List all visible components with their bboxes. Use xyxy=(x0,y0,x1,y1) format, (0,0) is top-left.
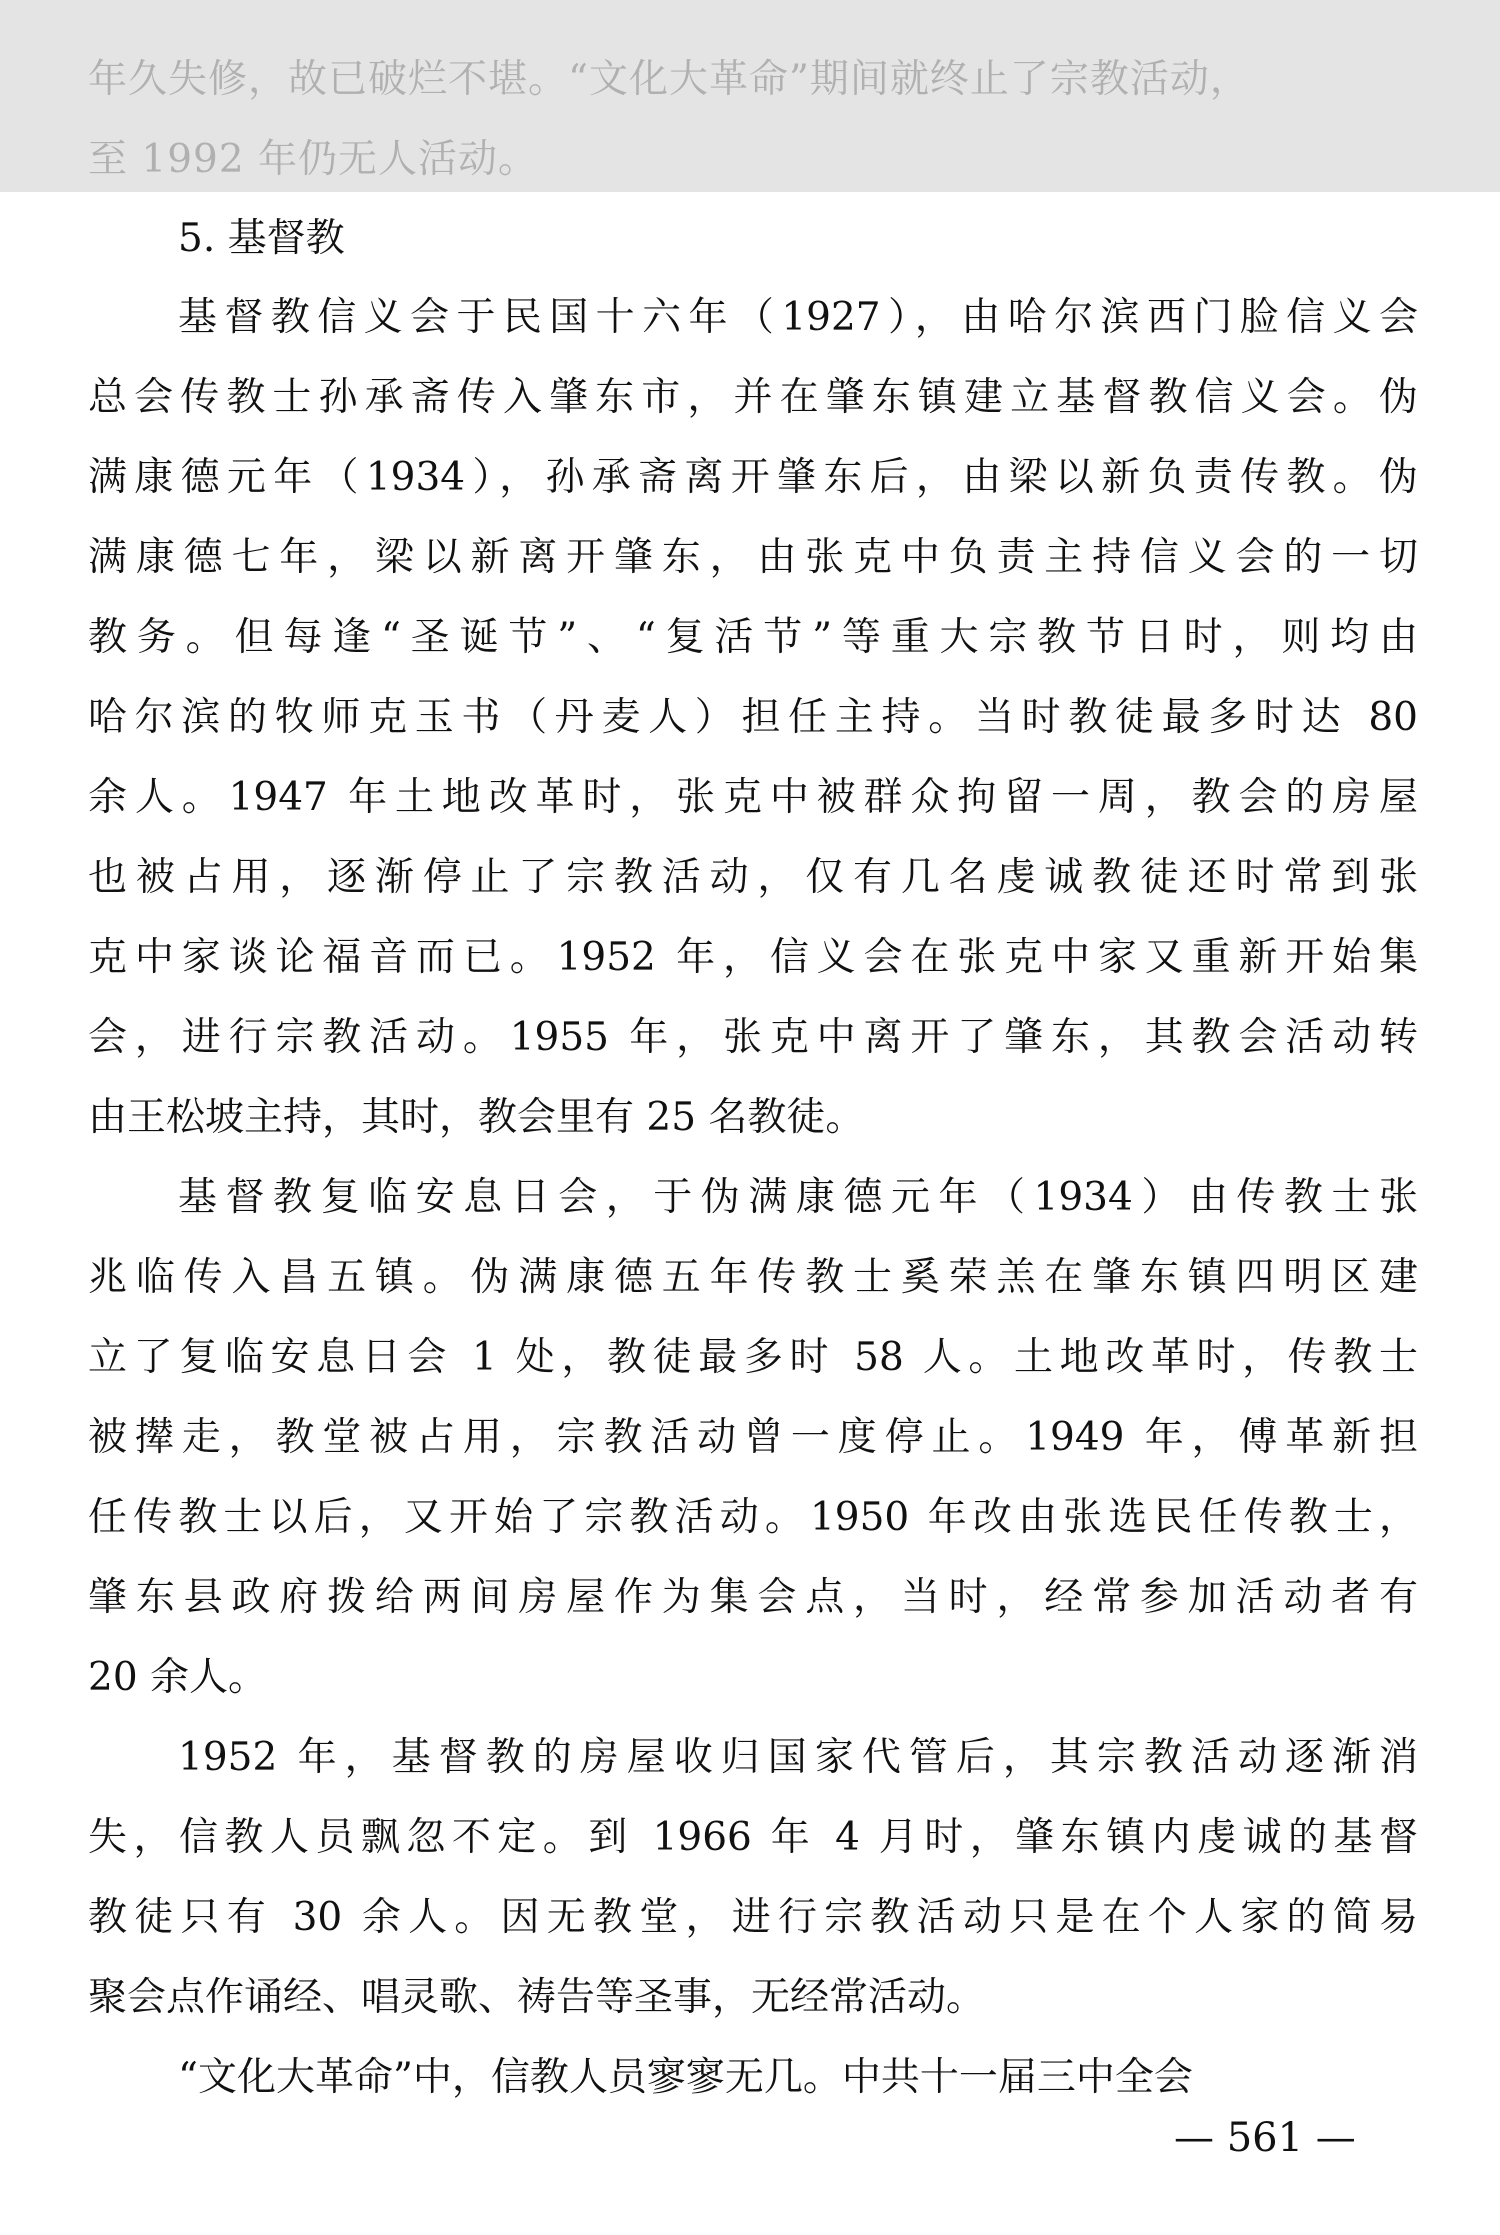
paragraph-cultural-revolution xyxy=(88,2038,1418,2118)
text-line: 基督教信义会于民国十六年（1927），由哈尔滨西门脸信义会 xyxy=(178,295,1418,340)
previous-text-excerpt xyxy=(0,0,1500,192)
section-heading: 5. 基督教 xyxy=(178,216,345,261)
text-line: 立了复临安息日会 1 处，教徒最多时 58 人。土地改革时，传教士 xyxy=(88,1335,1418,1380)
text-line: 教务。但每逢“圣诞节”、“复活节”等重大宗教节日时，则均由 xyxy=(88,615,1418,660)
text-line: 20 余人。 xyxy=(88,1655,268,1700)
text-line: 余人。1947 年土地改革时，张克中被群众拘留一周，教会的房屋 xyxy=(88,775,1418,820)
text-line: 失，信教人员飘忽不定。到 1966 年 4 月时，肇东镇内虔诚的基督 xyxy=(88,1815,1418,1860)
text-line: 满康德元年（1934），孙承斋离开肇东后，由梁以新负责传教。伪 xyxy=(88,455,1418,500)
text-line: 由王松坡主持，其时，教会里有 25 名教徒。 xyxy=(88,1095,865,1140)
excerpt-line-2: 至 1992 年仍无人活动。 xyxy=(88,137,539,182)
text-line: 教徒只有 30 余人。因无教堂，进行宗教活动只是在个人家的简易 xyxy=(88,1895,1418,1940)
text-line: 肇东县政府拨给两间房屋作为集会点，当时，经常参加活动者有 xyxy=(88,1575,1418,1620)
text-line: 克中家谈论福音而已。1952 年，信义会在张克中家又重新开始集 xyxy=(88,935,1418,980)
paragraph-adventist xyxy=(88,1158,1418,1718)
text-line: 聚会点作诵经、唱灵歌、祷告等圣事，无经常活动。 xyxy=(88,1975,986,2020)
text-line: 被撵走，教堂被占用，宗教活动曾一度停止。1949 年，傅革新担 xyxy=(88,1415,1418,1460)
text-line: “文化大革命”中，信教人员寥寥无几。中共十一届三中全会 xyxy=(178,2055,1193,2100)
text-line: 基督教复临安息日会，于伪满康德元年（1934）由传教士张 xyxy=(178,1175,1418,1220)
text-line: 满康德七年，梁以新离开肇东，由张克中负责主持信义会的一切 xyxy=(88,535,1418,580)
text-line: 哈尔滨的牧师克玉书（丹麦人）担任主持。当时教徒最多时达 80 xyxy=(88,695,1418,740)
text-line: 会，进行宗教活动。1955 年，张克中离开了肇东，其教会活动转 xyxy=(88,1015,1418,1060)
text-line: 1952 年，基督教的房屋收归国家代管后，其宗教活动逐渐消 xyxy=(178,1735,1418,1780)
text-line: 任传教士以后，又开始了宗教活动。1950 年改由张选民任传教士， xyxy=(88,1495,1418,1540)
paragraph-1952 xyxy=(88,1718,1418,2038)
paragraph-lutheran xyxy=(88,278,1418,1158)
text-line: 兆临传入昌五镇。伪满康德五年传教士奚荣羔在肇东镇四明区建 xyxy=(88,1255,1418,1300)
page-number: — 561 — xyxy=(1174,2115,1356,2161)
excerpt-line-1: 年久失修，故已破烂不堪。“文化大革命”期间就终止了宗教活动， xyxy=(88,57,1250,102)
text-line: 总会传教士孙承斋传入肇东市，并在肇东镇建立基督教信义会。伪 xyxy=(88,375,1418,420)
text-line: 也被占用，逐渐停止了宗教活动，仅有几名虔诚教徒还时常到张 xyxy=(88,855,1418,900)
